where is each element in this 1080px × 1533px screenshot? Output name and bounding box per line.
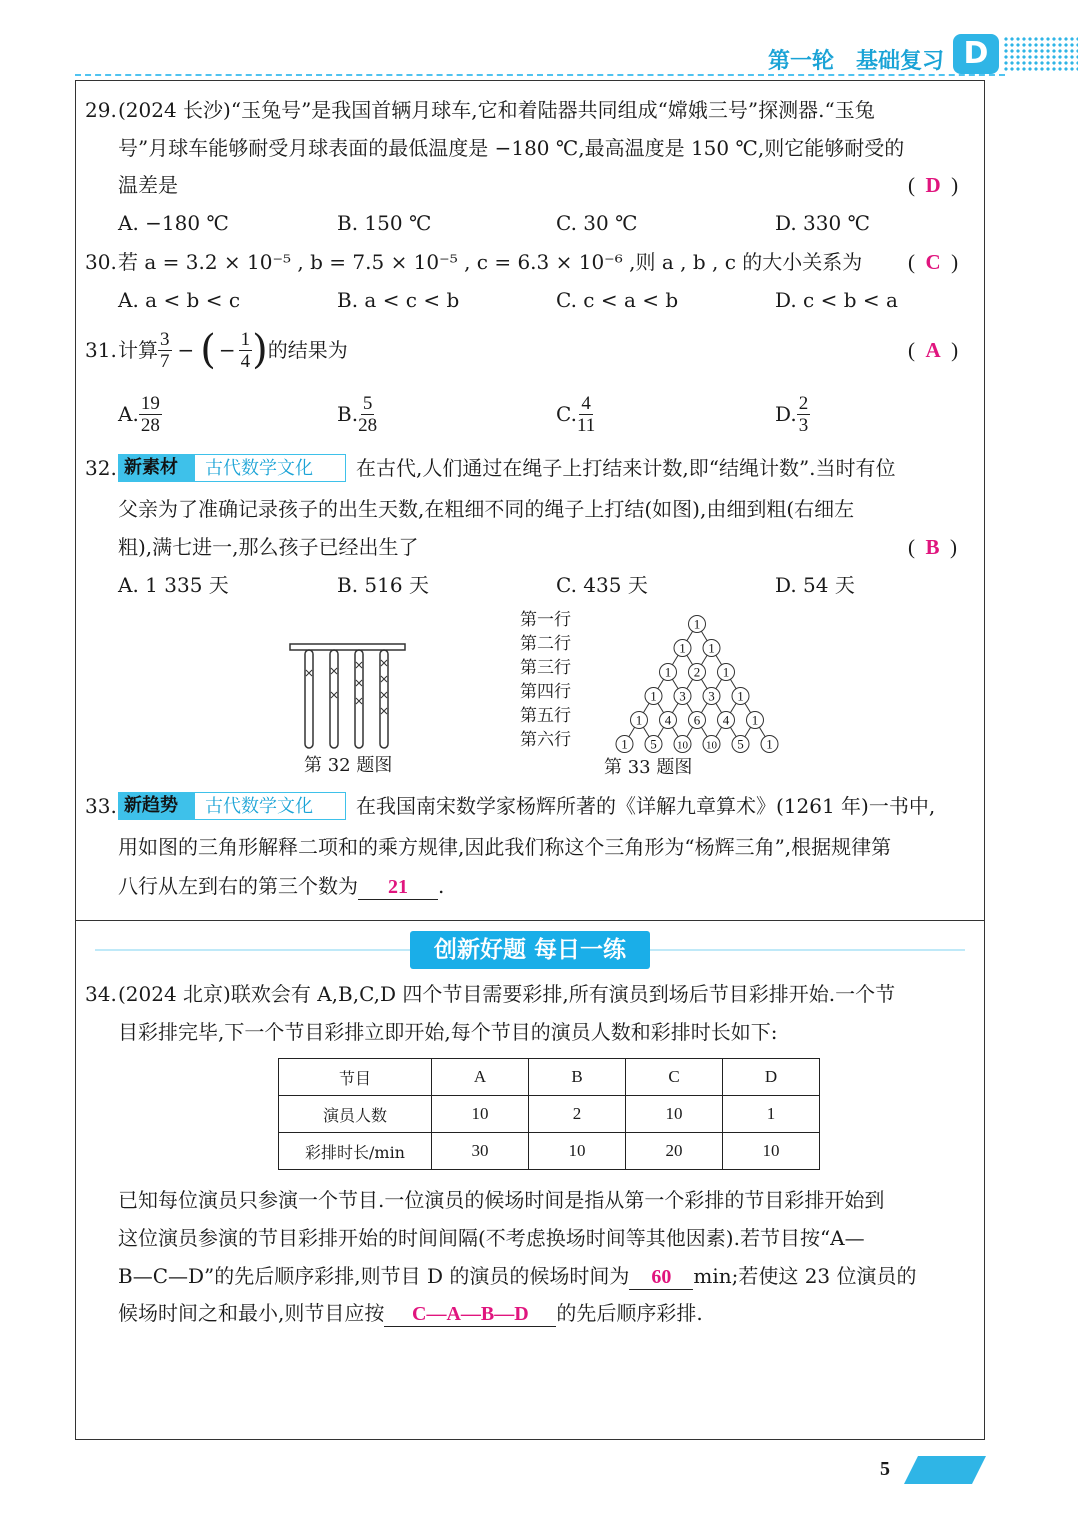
rope-4 xyxy=(380,650,388,748)
q31-option-d-den: 3 xyxy=(798,414,809,436)
q31-option-a-label: A. xyxy=(118,402,139,426)
q33-end: . xyxy=(438,874,445,898)
q34-answer1-blank xyxy=(629,1264,693,1290)
q30-option-a: A. a < b < c xyxy=(118,288,241,312)
header-round: 第一轮 xyxy=(768,48,835,74)
triangle-node-value: 5 xyxy=(650,736,657,752)
q31-option-a-den: 28 xyxy=(140,414,160,436)
table-row xyxy=(279,1133,820,1170)
header-logo-text: D xyxy=(963,36,989,71)
q32-line1: 在古代,人们通过在绳子上打结来计数,即“结绳计数”.当时有位 xyxy=(356,456,896,480)
table-cell: 演员人数 xyxy=(279,1096,432,1133)
table-cell: 10 xyxy=(529,1133,626,1170)
knot-rope-figure xyxy=(285,640,410,755)
header-section: 基础复习 xyxy=(856,48,945,74)
row-label-4: 第四行 xyxy=(520,682,571,702)
q31-option-c-den: 11 xyxy=(576,414,596,436)
q34-line5-pre: B—C—D”的先后顺序彩排,则节目 D 的演员的候场时间为 xyxy=(118,1264,630,1288)
q30-stem: 若 a = 3.2 × 10⁻⁵ , b = 7.5 × 10⁻⁵ , c = 6.3 × 10⁻⁶ ,则 a , b , c 的大小关系为 xyxy=(118,250,863,274)
q33-answer: 21 xyxy=(388,876,408,898)
rehearsal-table xyxy=(278,1058,820,1170)
q32-option-c: C. 435 天 xyxy=(556,573,648,597)
triangle-node-value: 1 xyxy=(621,736,628,752)
q33-line2: 用如图的三角形解释二项和的乘方规律,因此我们称这个三角形为“杨辉三角”,根据规律第 xyxy=(118,835,892,859)
q34-line2: 目彩排完毕,下一个节目彩排立即开始,每个节目的演员人数和彩排时长如下: xyxy=(118,1020,778,1044)
triangle-row-labels xyxy=(520,608,571,752)
q32-option-d: D. 54 天 xyxy=(775,573,855,597)
table-header-cell: 节目 xyxy=(279,1059,432,1096)
q31-option-b-den: 28 xyxy=(358,414,378,436)
q31-suffix: 的结果为 xyxy=(267,338,348,362)
triangle-node-value: 3 xyxy=(708,688,715,704)
row-label-3: 第三行 xyxy=(520,658,571,678)
q29-line3: 温差是 xyxy=(118,173,178,197)
table-cell: 20 xyxy=(626,1133,723,1170)
q30-answer-bracket: ( C ) xyxy=(908,250,959,274)
q29-option-b: B. 150 ℃ xyxy=(337,211,432,235)
q30-option-b: B. a < c < b xyxy=(337,288,460,312)
q31-option-d-num: 2 xyxy=(798,392,809,414)
q32-answer-bracket: ( B ) xyxy=(908,535,958,559)
triangle-node-value: 1 xyxy=(751,712,759,728)
triangle-node-value: 1 xyxy=(737,688,744,704)
q31-option-b-num: 5 xyxy=(362,392,373,414)
q31-paren-right: ) xyxy=(252,327,268,373)
section-divider xyxy=(75,920,985,921)
q32-line3: 粗),满七进一,那么孩子已经出生了 xyxy=(118,535,419,559)
triangle-node-value: 4 xyxy=(664,712,672,728)
table-cell: 10 xyxy=(626,1096,723,1133)
q33-line1: 在我国南宋数学家杨辉所著的《详解九章算术》(1261 年)一书中, xyxy=(356,794,936,818)
q30-answer: C xyxy=(925,250,941,274)
triangle-node-value: 6 xyxy=(693,712,701,728)
table-cell: 彩排时长/min xyxy=(279,1133,432,1170)
q31-prefix: 计算 xyxy=(118,338,158,362)
q31-option-d-label: D. xyxy=(775,402,797,426)
q31-fraction-1 xyxy=(158,329,172,372)
q31-option-c-fraction xyxy=(577,393,595,436)
q31-stem xyxy=(118,326,348,374)
q34-line4: 这位演员参演的节目彩排开始的时间间隔(不考虑换场时间等其他因素).若节目按“A— xyxy=(118,1226,865,1250)
table-header-cell: B xyxy=(529,1059,626,1096)
q31-fraction-2 xyxy=(239,329,253,372)
q31-option-c-label: C. xyxy=(556,402,577,426)
q31-option-a-fraction xyxy=(139,393,162,436)
q34-number: 34. xyxy=(85,982,117,1006)
triangle-node-value: 1 xyxy=(635,712,643,728)
q29-option-d: D. 330 ℃ xyxy=(775,211,870,235)
q32-figure-caption: 第 32 题图 xyxy=(304,755,393,776)
rope-2 xyxy=(330,650,338,748)
q31-option-d xyxy=(775,390,810,438)
triangle-node-value: 5 xyxy=(737,736,744,752)
rope-bar xyxy=(290,644,405,650)
q33-tag-new-trend: 新趋势 xyxy=(118,792,194,820)
triangle-node-value: 1 xyxy=(664,664,672,680)
triangle-node-value: 10 xyxy=(677,739,688,752)
q29-answer-bracket: ( D ) xyxy=(908,173,959,197)
q34-answer2-blank xyxy=(384,1301,556,1327)
triangle-node-value: 2 xyxy=(693,664,701,680)
q31-number: 31. xyxy=(85,338,117,362)
table-cell: 30 xyxy=(432,1133,529,1170)
q31-frac1-den: 7 xyxy=(160,350,170,372)
triangle-node-value: 1 xyxy=(693,616,701,632)
q29-number: 29. xyxy=(85,98,117,122)
row-label-6: 第六行 xyxy=(520,730,571,750)
table-header-cell: D xyxy=(723,1059,820,1096)
q31-option-a-num: 19 xyxy=(140,392,160,414)
row-label-5: 第五行 xyxy=(520,706,571,726)
row-label-2: 第二行 xyxy=(520,634,571,654)
q32-option-a: A. 1 335 天 xyxy=(118,573,229,597)
q33-line3 xyxy=(118,874,444,900)
triangle-node-value: 4 xyxy=(722,712,730,728)
q31-option-b xyxy=(337,390,377,438)
q31-answer-bracket: ( A ) xyxy=(908,338,959,362)
q29-answer: D xyxy=(925,173,941,197)
rope-knots xyxy=(306,660,387,714)
table-row xyxy=(279,1096,820,1133)
q32-answer: B xyxy=(925,535,940,559)
q32-line2: 父亲为了准确记录孩子的出生天数,在粗细不同的绳子上打结(如图),由细到粗(右细左 xyxy=(118,497,855,521)
q31-option-c-num: 4 xyxy=(581,392,591,414)
q31-minus: − xyxy=(177,338,195,362)
q29-option-a: A. −180 ℃ xyxy=(118,211,229,235)
table-header-cell: C xyxy=(626,1059,723,1096)
q34-line6-pre: 候场时间之和最小,则节目应按 xyxy=(118,1301,385,1325)
q33-answer-blank xyxy=(358,874,438,900)
q32-option-b: B. 516 天 xyxy=(337,573,429,597)
q33-number: 33. xyxy=(85,794,117,818)
q33-tag-culture: 古代数学文化 xyxy=(194,792,346,820)
triangle-node-value: 1 xyxy=(722,664,730,680)
q29-option-c: C. 30 ℃ xyxy=(556,211,638,235)
q31-answer: A xyxy=(925,338,941,362)
banner-title: 创新好题 每日一练 xyxy=(410,931,650,969)
footer-accent-shape xyxy=(904,1456,986,1484)
triangle-node-value: 1 xyxy=(766,736,773,752)
triangle-node-value: 1 xyxy=(650,688,657,704)
table-cell: 10 xyxy=(432,1096,529,1133)
q34-line6 xyxy=(118,1301,703,1327)
header-dots xyxy=(1003,36,1078,72)
header-logo xyxy=(953,34,999,74)
table-cell: 10 xyxy=(723,1133,820,1170)
q31-option-a xyxy=(118,390,162,438)
q29-line2: 号”月球车能够耐受月球表面的最低温度是 −180 ℃,最高温度是 150 ℃,则它能够耐受的 xyxy=(118,136,905,160)
q34-line5-post: min;若使这 23 位演员的 xyxy=(693,1264,917,1288)
q33-line3-text: 八行从左到右的第三个数为 xyxy=(118,874,358,898)
table-header-row xyxy=(279,1059,820,1096)
q30-option-d: D. c < b < a xyxy=(775,288,898,312)
table-cell: 1 xyxy=(723,1096,820,1133)
q32-tag-new-material: 新素材 xyxy=(118,454,194,482)
q34-line1: (2024 北京)联欢会有 A,B,C,D 四个节目需要彩排,所有演员到场后节目彩排开始.一个节 xyxy=(118,982,896,1006)
q32-number: 32. xyxy=(85,456,117,480)
triangle-node-value: 1 xyxy=(679,640,686,656)
triangle-node-value: 3 xyxy=(679,688,686,704)
triangle-node-value: 10 xyxy=(706,739,717,752)
row-label-1: 第一行 xyxy=(520,610,571,630)
q31-paren-left: ( xyxy=(200,327,216,373)
q31-option-b-fraction xyxy=(358,393,377,436)
q29-line1: (2024 长沙)“玉兔号”是我国首辆月球车,它和着陆器共同组成“嫦娥三号”探测器.“玉兔 xyxy=(118,98,875,122)
q34-answer2: C—A—B—D xyxy=(412,1303,529,1325)
q34-line5 xyxy=(118,1264,917,1290)
q31-option-d-fraction xyxy=(797,393,811,436)
q34-line3: 已知每位演员只参演一个节目.一位演员的候场时间是指从第一个彩排的节目彩排开始到 xyxy=(118,1188,885,1212)
triangle-node-value: 1 xyxy=(708,640,715,656)
yanghui-triangle xyxy=(605,608,785,758)
q31-option-c xyxy=(556,390,595,438)
q30-option-c: C. c < a < b xyxy=(556,288,679,312)
q34-line6-post: 的先后顺序彩排. xyxy=(556,1301,703,1325)
q33-figure-caption: 第 33 题图 xyxy=(604,757,693,778)
q32-tag-culture: 古代数学文化 xyxy=(194,454,346,482)
q30-number: 30. xyxy=(85,250,117,274)
q31-inner-minus: − xyxy=(218,338,236,362)
q31-frac2-den: 4 xyxy=(240,350,251,372)
q31-frac1-num: 3 xyxy=(160,328,170,350)
table-header-cell: A xyxy=(432,1059,529,1096)
page-number: 5 xyxy=(880,1458,890,1480)
q31-option-b-label: B. xyxy=(337,402,359,426)
table-cell: 2 xyxy=(529,1096,626,1133)
q34-answer1: 60 xyxy=(651,1266,672,1288)
rope-1 xyxy=(305,650,313,748)
q31-frac2-num: 1 xyxy=(240,328,251,350)
